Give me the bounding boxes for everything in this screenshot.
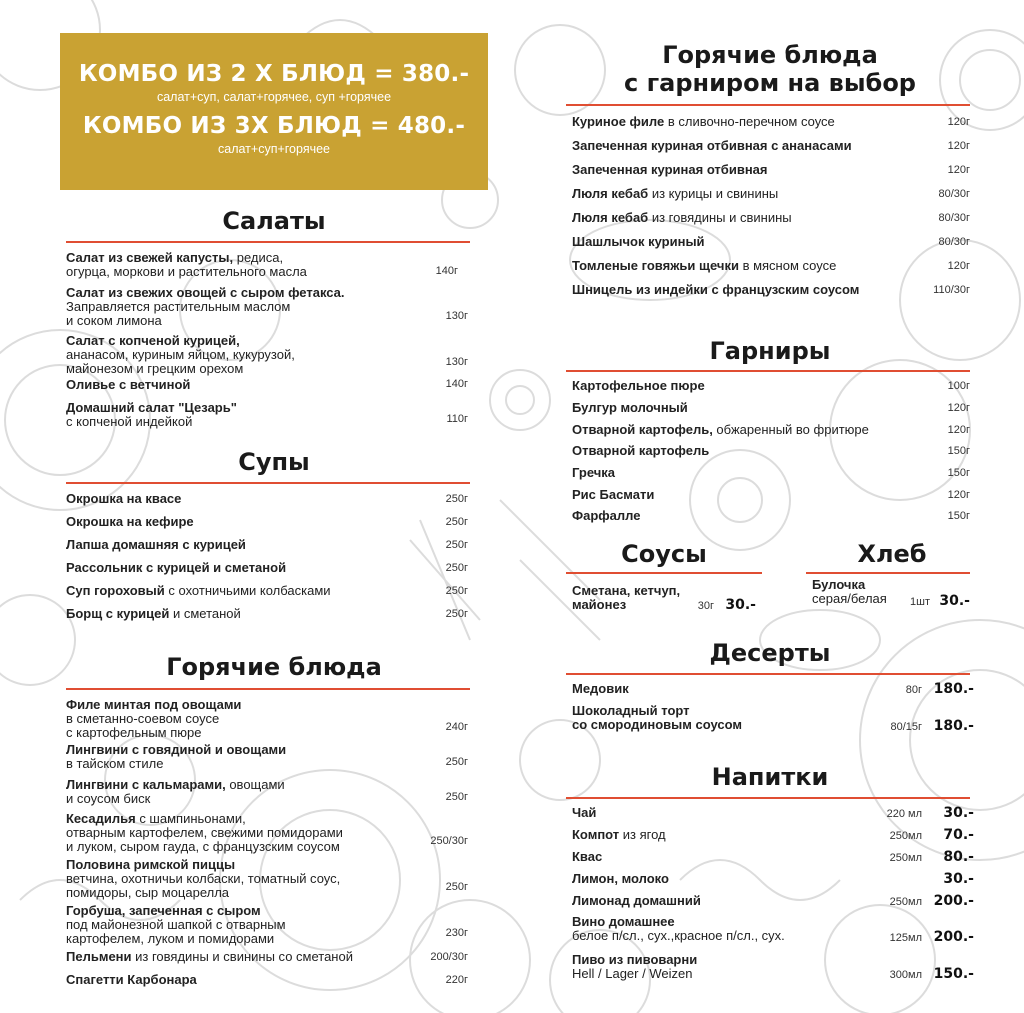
item-weight: 30г [697,600,714,612]
item-weight: 250г [445,562,468,574]
garnish-title: Гарниры [709,337,831,365]
list-item: Запеченная куриная отбивная [572,162,768,177]
item-weight: 250мл [889,896,922,908]
bread-title: Хлеб [857,540,927,568]
hot-garnish-title-line1: Горячие блюда [662,41,878,69]
item-weight: 120г [947,424,970,436]
list-item: Салат из свежих овощей с сыром фетакса. Заправляется растительным маслом и соком лимона [66,285,345,328]
item-price: 180.- [933,718,974,734]
list-item: Салат с копченой курицей, ананасом, куриным яйцом, кукурузой, майонезом и грецким орехом [66,333,295,376]
item-price: 30.- [725,597,756,613]
list-item: Окрошка на кефире [66,514,194,529]
list-item: Домашний салат "Цезарь" с копченой индейкой [66,400,237,429]
list-item: Спагетти Карбонара [66,972,197,987]
drinks-rule [566,797,970,799]
item-price: 150.- [933,966,974,982]
item-weight: 220 мл [886,808,922,820]
item-price: 30.- [943,805,974,821]
hot-title: Горячие блюда [166,653,382,681]
list-item: Люля кебаб из курицы и свинины [572,186,779,201]
list-item: Лингвини с говядиной и овощами в тайском стиле [66,742,287,771]
item-weight: 220г [445,974,468,986]
item-weight: 250г [445,608,468,620]
item-price: 180.- [933,681,974,697]
soups-title: Супы [238,448,310,476]
combo-2-title: КОМБО ИЗ 2 Х БЛЮД = 380.- [78,61,470,87]
item-weight: 250г [445,585,468,597]
list-item: Половина римской пиццы ветчина, охотничьи колбаски, томатный соус, помидоры, сыр моцарелла [66,857,341,900]
list-item: Филе минтая под овощами в сметанно-соевом соусе с картофельным пюре [66,697,242,740]
item-weight: 250/30г [430,835,468,847]
item-price: 200.- [933,929,974,945]
list-item: Лимон, молоко [572,871,669,886]
item-weight: 150г [947,510,970,522]
item-price: 30.- [939,593,970,609]
list-item: Окрошка на квасе [66,491,182,506]
list-item: Пиво из пивоварни Hell / Lager / Weizen [572,952,698,981]
item-weight: 140г [445,378,468,390]
sauces-title: Соусы [621,540,707,568]
item-weight: 250г [445,791,468,803]
item-weight: 130г [445,356,468,368]
item-weight: 125мл [889,932,922,944]
list-item: Борщ с курицей и сметаной [66,606,241,621]
soups-rule [66,482,470,484]
item-weight: 150г [947,445,970,457]
item-weight: 80/30г [938,188,970,200]
item-weight: 230г [445,927,468,939]
garnish-rule [566,370,970,372]
item-weight: 250г [445,881,468,893]
list-item: Суп гороховый с охотничьими колбасками [66,583,331,598]
item-weight: 80/30г [938,236,970,248]
item-weight: 130г [445,310,468,322]
list-item: Квас [572,849,603,864]
list-item: Лапша домашняя с курицей [66,537,246,552]
list-item: Булгур молочный [572,400,688,415]
item-weight: 250г [445,539,468,551]
item-weight: 80г [905,684,922,696]
list-item: Шашлычок куриный [572,234,705,249]
item-weight: 250г [445,493,468,505]
list-item: Вино домашнее белое п/сл., сух.,красное п/сл., сух. [572,914,785,943]
combo-3-desc: салат+суп+горячее [218,142,330,156]
item-weight: 200/30г [430,951,468,963]
item-weight: 120г [947,140,970,152]
hot-garnish-rule [566,104,970,106]
list-item: Лимонад домашний [572,893,701,908]
salads-title: Салаты [222,207,326,235]
list-item: Кесадилья с шампиньонами, отварным картофелем, свежими помидорами и луком, сыром гауда, с французским соусом [66,811,343,854]
salads-rule [66,241,470,243]
list-item: Шницель из индейки с французским соусом [572,282,860,297]
combo-3-title: КОМБО ИЗ 3Х БЛЮД = 480.- [82,113,466,139]
list-item: Рис Басмати [572,487,655,502]
item-weight: 80/30г [938,212,970,224]
list-item: Томленые говяжьи щечки в мясном соусе [572,258,837,273]
item-weight: 120г [947,116,970,128]
item-weight: 120г [947,164,970,176]
list-item: Булочка серая/белая [812,577,887,606]
list-item: Медовик [572,681,629,696]
item-weight: 100г [947,380,970,392]
item-price: 200.- [933,893,974,909]
item-weight: 300мл [889,969,922,981]
list-item: Пельмени из говядины и свинины со сметаной [66,949,353,964]
list-item: Чай [572,805,597,820]
item-weight: 150г [947,467,970,479]
item-weight: 140г [435,265,458,277]
item-weight: 120г [947,489,970,501]
list-item: Салат из свежей капусты, редиса, огурца, моркови и растительного масла [66,250,307,279]
item-weight: 110/30г [933,284,970,296]
list-item: Оливье с ветчиной [66,377,191,392]
hot-garnish-title-line2: с гарниром на выбор [624,69,916,97]
list-item: Сметана, кетчуп, майонез [572,583,681,612]
list-item: Картофельное пюре [572,378,705,393]
list-item: Компот из ягод [572,827,666,842]
list-item: Отварной картофель, обжаренный во фритюре [572,422,869,437]
item-price: 80.- [943,849,974,865]
hot-rule [66,688,470,690]
item-weight: 110г [446,413,468,425]
list-item: Куриное филе в сливочно-перечном соусе [572,114,835,129]
item-weight: 240г [445,721,468,733]
desserts-rule [566,673,970,675]
sauces-rule [566,572,762,574]
list-item: Рассольник с курицей и сметаной [66,560,287,575]
desserts-title: Десерты [709,639,831,667]
combo-box [60,33,488,190]
item-weight: 250мл [889,830,922,842]
list-item: Фарфалле [572,508,641,523]
list-item: Запеченная куриная отбивная с ананасами [572,138,852,153]
item-weight: 120г [947,402,970,414]
list-item: Шоколадный торт со смородиновым соусом [572,703,742,732]
list-item: Гречка [572,465,616,480]
bread-rule [806,572,970,574]
item-weight: 80/15г [890,721,922,733]
item-weight: 1шт [910,596,930,608]
drinks-title: Напитки [711,763,829,791]
item-price: 30.- [943,871,974,887]
item-price: 70.- [943,827,974,843]
list-item: Люля кебаб из говядины и свинины [572,210,792,225]
list-item: Лингвини с кальмарами, овощами и соусом биск [66,777,285,806]
item-weight: 250мл [889,852,922,864]
combo-2-desc: салат+суп, салат+горячее, суп +горячее [156,90,392,104]
list-item: Горбуша, запеченная с сыром под майонезной шапкой с отварным картофелем, луком и помидорами [66,903,286,946]
list-item: Отварной картофель [572,443,710,458]
item-weight: 120г [947,260,970,272]
item-weight: 250г [445,516,468,528]
item-weight: 250г [445,756,468,768]
